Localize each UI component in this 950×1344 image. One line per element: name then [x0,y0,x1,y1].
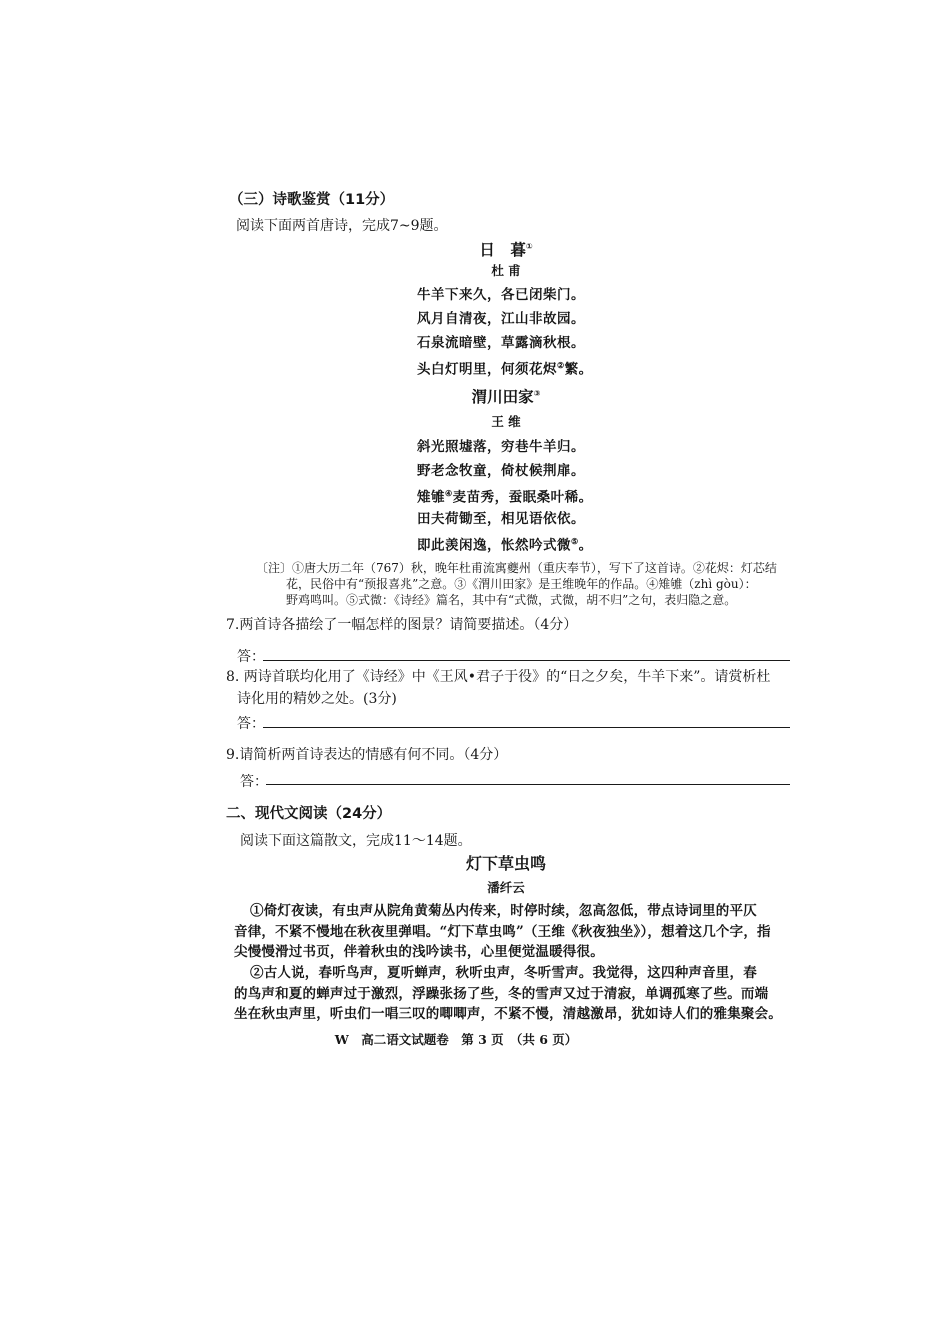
question-7: 7.两首诗各描绘了一幅怎样的图景？请简要描述。（4分） [226,617,578,633]
essay-title: 灯下草虫鸣 [465,854,546,873]
note-line-2: 花，民俗中有“预报喜兆”之意。③《渭川田家》是王维晚年的作品。④雉雊（zhì gòu）： [286,577,757,591]
question-9: 9.请简析两首诗表达的情感有何不同。（4分） [226,747,508,763]
poem2-line-2: 野老念牧童，倚杖候荆扉。 [417,463,585,479]
poetry-instruction: 阅读下面两首唐诗，完成7~9题。 [236,218,448,234]
poem1-line-2: 风月自清夜，江山非故园。 [417,311,585,327]
section-heading-poetry: （三）诗歌鉴赏（11分） [229,192,395,208]
section-heading-modern: 二、现代文阅读（24分） [226,806,392,822]
essay-author: 潘纤云 [487,880,525,895]
essay-para1-line-1: ①倚灯夜读，有虫声从院角黄菊丛内传来，时停时续，忽高忽低，带点诗词里的平仄 [250,903,757,919]
essay-para2-line-2: 的鸟声和夏的蝉声过于激烈，浮躁张扬了些，冬的雪声又过于清寂，单调孤寒了些。而端 [234,986,769,1002]
poem2-title: 渭川田家③ [471,388,541,407]
poem1-author: 杜 甫 [491,263,521,278]
note-line-3: 野鸡鸣叫。⑤式微：《诗经》篇名，其中有“式微，式微，胡不归”之句，表归隐之意。 [286,593,737,607]
answer-line-9[interactable] [266,784,790,785]
modern-instruction: 阅读下面这篇散文，完成11～14题。 [240,833,472,849]
poem2-line-3: 雉雊④麦苗秀，蚕眠桑叶稀。 [417,488,593,506]
poem1-line-1: 牛羊下来久，各已闭柴门。 [417,287,585,303]
essay-para1-line-3: 尖慢慢滑过书页，伴着秋虫的浅吟读书，心里便觉温暖得很。 [234,944,604,960]
question-8-line-1: 8. 两诗首联均化用了《诗经》中《王风•君子于役》的“日之夕矣，牛羊下来”。请赏析杜 [226,669,771,685]
poem1-line-4: 头白灯明里，何须花烬②繁。 [417,360,593,378]
answer-label-9: 答： [240,774,268,790]
answer-label-8: 答： [237,716,265,732]
poem2-line-4: 田夫荷锄至，相见语依依。 [417,511,585,527]
answer-line-7[interactable] [263,660,790,661]
essay-para1-line-2: 音律，不紧不慢地在秋夜里弹唱。“灯下草虫鸣”（王维《秋夜独坐》），想着这几个字，指 [234,924,771,940]
poem2-line-1: 斜光照墟落，穷巷牛羊归。 [417,439,585,455]
poem1-title: 日 暮① [479,241,533,260]
answer-label-7: 答： [237,649,265,665]
answer-line-8[interactable] [263,727,790,728]
essay-para2-line-3: 坐在秋虫声里，听虫们一唱三叹的唧唧声，不紧不慢，清越激昂，犹如诗人们的雅集聚会。 [234,1006,782,1022]
note-line-1: 〔注〕①唐大历二年（767）秋，晚年杜甫流寓夔州（重庆奉节），写下了这首诗。②花烬：灯芯结 [256,561,777,575]
page-footer: W 高二语文试题卷 第 3 页 （共 6 页） [334,1032,578,1047]
question-8-line-2: 诗化用的精妙之处。(3分) [237,691,397,707]
essay-para2-line-1: ②古人说，春听鸟声，夏听蝉声，秋听虫声，冬听雪声。我觉得，这四种声音里，春 [250,965,757,981]
poem2-line-5: 即此羡闲逸，怅然吟式微⑤。 [417,536,593,554]
poem2-author: 王 维 [491,414,521,429]
poem1-line-3: 石泉流暗壁，草露滴秋根。 [417,335,585,351]
